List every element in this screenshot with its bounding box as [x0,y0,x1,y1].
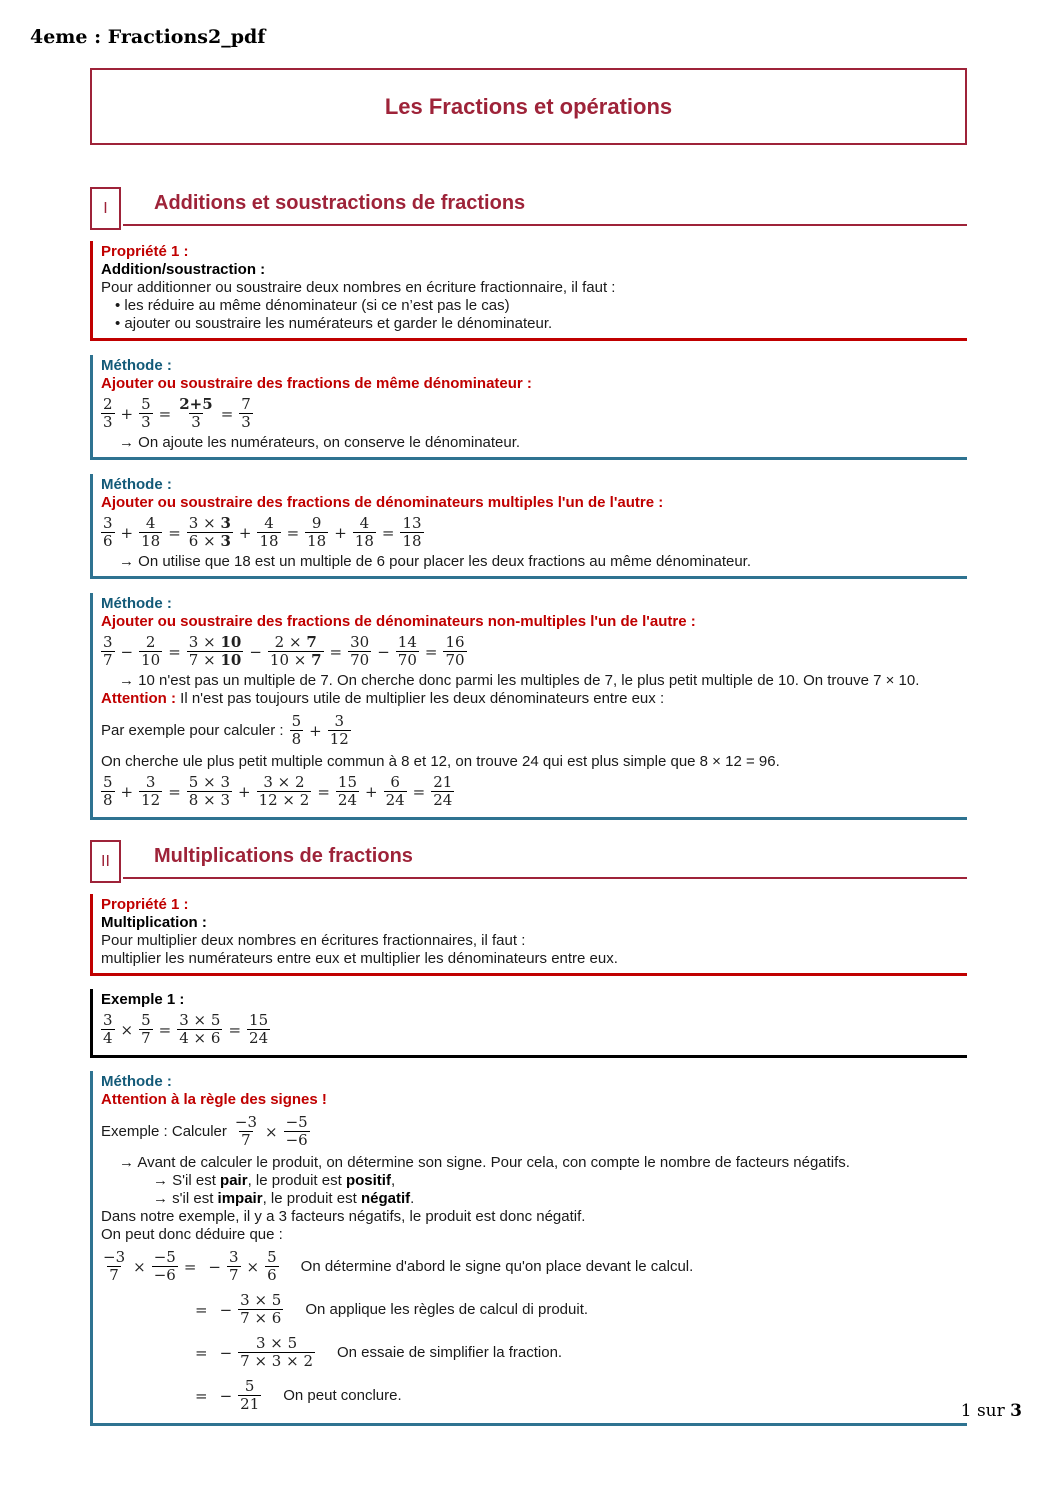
step-4-caption: On peut conclure. [283,1386,402,1404]
note-2-part: → S'il est [153,1172,221,1189]
fraction-numerator: 3 × 10 [188,633,242,651]
note-2-bold: pair [220,1172,248,1189]
property-1-label: Propriété 1 : [101,243,189,260]
fraction-numerator: 6 [390,773,400,791]
math-operator: = [228,1020,242,1039]
math-operator: − [219,1300,233,1319]
math-operator: + [334,523,347,542]
method-2-equation [101,515,959,550]
fraction-numerator: −3 [103,1248,126,1266]
note-3-bold: négatif [360,1190,411,1207]
method-2-label: Méthode : [101,476,172,493]
fraction-numerator: 2 [145,633,156,651]
method-box-4 [90,1071,967,1426]
fraction [400,515,423,550]
fraction [101,1012,115,1047]
fraction [101,634,115,669]
fraction-denominator: 10 [141,651,161,669]
fraction-numerator: 14 [397,633,417,651]
fraction [290,713,304,748]
fraction [257,774,312,809]
fraction [139,774,162,809]
fraction [101,1249,127,1284]
fraction-numerator: 5 [141,1011,151,1029]
fraction-denominator: 7 [141,1029,151,1047]
method-3-equation-1 [101,634,959,669]
note-3-bold: impair [217,1190,263,1207]
fraction-numerator: 3 × 5 [179,1011,221,1029]
note-2-part: , [390,1172,396,1189]
fraction-numerator: 3 [103,1011,113,1029]
math-operator: + [238,782,251,801]
fraction-numerator: 7 [241,395,251,413]
math-operator: − [120,642,134,661]
equation-step-row [101,1246,959,1287]
fraction-denominator: 7 [241,1131,251,1149]
method-4-line-5: On peut donc déduire que : [101,1226,283,1243]
fraction-denominator: 4 [103,1029,113,1047]
fraction-denominator: 6 [103,532,113,550]
fraction-numerator: 3 × 3 [188,514,231,532]
property-box-2 [90,894,967,976]
method-3-example-row [101,710,959,751]
fraction-numerator: 3 [103,514,113,532]
fraction [139,1012,153,1047]
property-2-subtitle: Multiplication : [101,914,207,931]
property-1-subtitle: Addition/soustraction : [101,261,266,278]
fraction [139,515,162,550]
example-1-label: Exemple 1 : [101,991,185,1008]
fraction-denominator: 10 × 7 [269,651,322,669]
fraction-denominator: 7 × 10 [188,651,242,669]
section-2-numeral-box [90,840,121,883]
math-operator: = [158,404,172,423]
math-operator: = [424,642,438,661]
math-operator: + [238,523,252,542]
step-4-equation [189,1378,261,1413]
method-4-note-2 [101,1172,959,1190]
fraction-denominator: 8 [291,730,302,748]
method-1-equation [101,396,959,431]
fraction-denominator: 4 × 6 [179,1029,221,1047]
fraction-numerator: 2 × 7 [274,633,317,651]
fraction-numerator: 3 [103,633,113,651]
step-1-equation [101,1249,279,1284]
fraction-denominator: 18 [307,532,327,550]
math-operator: + [365,782,378,801]
fraction [284,1114,310,1149]
fraction [101,396,115,431]
fraction-denominator: 18 [402,532,422,550]
math-operator: × [133,1257,146,1276]
math-operator: − [208,1257,221,1276]
method-3-subtitle: Ajouter ou soustraire des fractions de dénominateurs non-multiples l'un de l'autre : [101,613,696,630]
fraction-numerator: 5 × 3 [188,773,230,791]
fraction-denominator: 24 [433,791,453,809]
math-operator: = [195,1386,208,1405]
fraction-numerator: 5 [103,773,113,791]
fraction-denominator: 70 [445,651,465,669]
fraction-numerator: −3 [234,1113,258,1131]
fraction-denominator: 7 [103,651,113,669]
fraction-numerator: 3 × 5 [240,1291,282,1309]
fraction-numerator: 15 [337,773,357,791]
property-1-bullet-1: • les réduire au même dénominateur (si ce n’est pas le cas) [101,297,959,315]
fraction [238,1378,261,1413]
fraction-numerator: 5 [291,712,302,730]
fraction-numerator: 3 [334,712,345,730]
section-1-rule [123,224,967,226]
math-operator: = [195,1300,208,1319]
math-operator: = [158,1020,172,1039]
equation-step-row [189,1289,959,1330]
fraction-denominator: 12 × 2 [258,791,310,809]
fraction [139,396,153,431]
fraction-denominator: 24 [385,791,405,809]
fraction-denominator: 12 [141,791,161,809]
fraction [353,515,376,550]
page-number [961,1402,1022,1420]
attention-label: Attention : [101,690,176,707]
fraction-numerator: 4 [145,514,156,532]
fraction-denominator: −6 [285,1131,308,1149]
math-operator: × [246,1257,260,1276]
math-operator: × [265,1122,278,1141]
section-1-title: Additions et soustractions de fractions [154,192,526,214]
fraction-denominator: 70 [397,651,417,669]
method-2-note: → On utilise que 18 est un multiple de 6 pour placer les deux fractions au même dénominateur. [119,553,752,570]
fraction-numerator: 3 × 5 [255,1334,298,1352]
section-2-numeral: II [101,852,110,870]
section-1-numeral: I [103,199,108,217]
fraction-denominator: 18 [141,532,161,550]
fraction-numerator: 9 [311,514,322,532]
calc-intro: Par exemple pour calculer : [101,721,284,739]
fraction [247,1012,270,1047]
note-2-bold: positif [345,1172,391,1189]
fraction [431,774,454,809]
math-operator: = [329,642,343,661]
math-operator: + [120,523,134,542]
fraction [238,1335,315,1370]
fraction-denominator: 21 [240,1395,260,1413]
section-1-numeral-box [90,187,121,230]
fraction [152,1249,178,1284]
fraction [239,396,253,431]
fraction-numerator: 5 [244,1377,255,1395]
fraction-numerator: −5 [153,1248,176,1266]
method-4-label: Méthode : [101,1073,172,1090]
method-2-subtitle: Ajouter ou soustraire des fractions de dénominateurs multiples l'un de l'autre : [101,494,664,511]
math-operator: = [168,782,181,801]
math-operator: = [195,1343,208,1362]
math-operator: − [249,642,262,661]
fraction [348,634,371,669]
step-3-caption: On essaie de simplifier la fraction. [337,1343,563,1361]
math-operator: = [286,523,300,542]
method-3-note: → 10 n'est pas un multiple de 7. On cherche donc parmi les multiples de 7, le plus petit multiple de 10. On trouve 7 × 10. [119,672,920,689]
step-3-equation [189,1335,315,1370]
property-1-bullet-2: • ajouter ou soustraire les numérateurs et garder le dénominateur. [101,315,959,333]
page-number-total: 3 [1010,1401,1022,1421]
fraction-numerator: 2 [103,395,113,413]
section-2-header [90,840,967,886]
method-box-3 [90,593,967,820]
fraction-denominator: 8 [103,791,113,809]
fraction [233,1114,259,1149]
fraction-numerator: 13 [402,514,422,532]
fraction [384,774,407,809]
math-operator: = [183,1257,197,1276]
fraction-denominator: 7 [228,1266,239,1284]
fraction-denominator: 12 [329,730,349,748]
property-1-line: Pour additionner ou soustraire deux nombres en écriture fractionnaire, il faut : [101,279,616,296]
math-operator: − [219,1386,233,1405]
method-3-label: Méthode : [101,595,172,612]
fraction-numerator: 3 [228,1248,239,1266]
fraction-denominator: 18 [259,532,279,550]
fraction-denominator: 6 × 3 [188,532,231,550]
fraction [238,1292,283,1327]
page-content [90,68,967,1426]
method-box-2 [90,474,967,579]
method-3-common-text: On cherche ule plus petit multiple commun à 8 et 12, on trouve 24 qui est plus simple que 8 × 12 = 96. [101,753,780,770]
equation-step-row [189,1375,959,1416]
math-operator: = [168,523,181,542]
fraction [101,774,115,809]
fraction-numerator: 30 [350,633,370,651]
fraction-numerator: 5 [267,1248,277,1266]
math-operator: = [168,642,181,661]
section-2-rule [123,877,967,879]
property-box-1 [90,241,967,341]
fraction [336,774,359,809]
note-3-part: → s'il est [153,1190,218,1207]
fraction [305,515,328,550]
example-intro: Exemple : Calculer [101,1122,227,1140]
property-2-line-2: multiplier les numérateurs entre eux et multiplier les dénominateurs entre eux. [101,950,618,967]
example-box-1 [90,989,967,1058]
fraction-numerator: 16 [445,633,465,651]
fraction-denominator: 18 [354,532,374,550]
fraction-numerator: −5 [285,1113,308,1131]
method-4-example-row [101,1111,959,1152]
fraction [328,713,351,748]
fraction-numerator: 15 [249,1011,269,1029]
fraction-numerator: 2+5 [179,395,213,413]
method-1-subtitle: Ajouter ou soustraire des fractions de même dénominateur : [101,375,532,392]
main-title: Les Fractions et opérations [384,93,673,119]
note-3-part: , le produit est [262,1190,361,1207]
fraction-denominator: 3 [241,413,251,431]
example-1-equation [101,1012,959,1047]
fraction-denominator: 24 [249,1029,269,1047]
fraction-numerator: 21 [433,773,453,791]
method-3-equation-2 [290,713,351,748]
fraction [257,515,280,550]
fraction [268,634,324,669]
method-1-note: → On ajoute les numérateurs, on conserve le dénominateur. [119,434,521,451]
fraction-denominator: 3 [103,413,113,431]
method-box-1 [90,355,967,460]
step-2-caption: On applique les règles de calcul di produit. [305,1300,589,1318]
fraction-denominator: 70 [350,651,370,669]
fraction-denominator: 6 [267,1266,277,1284]
math-operator: − [219,1343,233,1362]
fraction-numerator: 3 × 2 [263,773,305,791]
fraction-numerator: 4 [359,514,370,532]
note-2-part: , le produit est [247,1172,346,1189]
step-1-caption: On détermine d'abord le signe qu'on place devant le calcul. [300,1257,694,1275]
fraction-denominator: −6 [153,1266,176,1284]
math-operator: = [220,404,234,423]
fraction-numerator: 5 [141,395,151,413]
method-3-attention-line [101,690,959,708]
math-operator: × [120,1020,134,1039]
fraction-numerator: 4 [264,514,274,532]
fraction-denominator: 7 × 3 × 2 [240,1352,313,1370]
property-2-line-1: Pour multiplier deux nombres en écritures fractionnaires, il faut : [101,932,526,949]
section-1-header [90,187,967,233]
property-2-label: Propriété 1 : [101,896,189,913]
fraction [177,396,214,431]
fraction [187,515,233,550]
fraction-denominator: 24 [337,791,357,809]
step-2-equation [189,1292,283,1327]
fraction [443,634,466,669]
fraction [187,634,244,669]
method-3-equation-3 [101,774,959,809]
note-3-part: . [410,1190,415,1207]
method-1-label: Méthode : [101,357,172,374]
fraction [227,1249,241,1284]
main-title-box [90,68,967,145]
attention-text: Il n'est pas toujours utile de multiplier les deux dénominateurs entre eux : [175,690,665,707]
method-4-subtitle: Attention à la règle des signes ! [101,1091,327,1108]
page-number-prefix: 1 sur [960,1401,1011,1421]
fraction-denominator: 3 [141,413,151,431]
section-2-title: Multiplications de fractions [154,845,413,867]
math-operator: = [381,523,395,542]
fraction-denominator: 3 [191,413,201,431]
method-4-note-3 [101,1190,959,1208]
math-operator: + [309,721,322,740]
fraction-denominator: 7 [109,1266,119,1284]
math-operator: = [317,782,330,801]
fraction [396,634,419,669]
math-operator: + [120,404,134,423]
fraction [265,1249,279,1284]
method-4-note-1: → Avant de calculer le produit, on détermine son signe. Pour cela, con compte le nombre de facteurs négatifs. [119,1154,850,1171]
doc-title: 4eme : Fractions2_pdf [30,26,266,48]
math-operator: − [377,642,390,661]
fraction-denominator: 8 × 3 [188,791,230,809]
method-4-line-4: Dans notre exemple, il y a 3 facteurs négatifs, le produit est donc négatif. [101,1208,586,1225]
fraction [101,515,115,550]
fraction [139,634,162,669]
fraction [177,1012,222,1047]
fraction-denominator: 7 × 6 [240,1309,282,1327]
equation-step-row [189,1332,959,1373]
method-4-intro-equation [233,1114,310,1149]
math-operator: = [412,782,426,801]
fraction-numerator: 3 [145,773,156,791]
math-operator: + [120,782,134,801]
fraction [187,774,232,809]
